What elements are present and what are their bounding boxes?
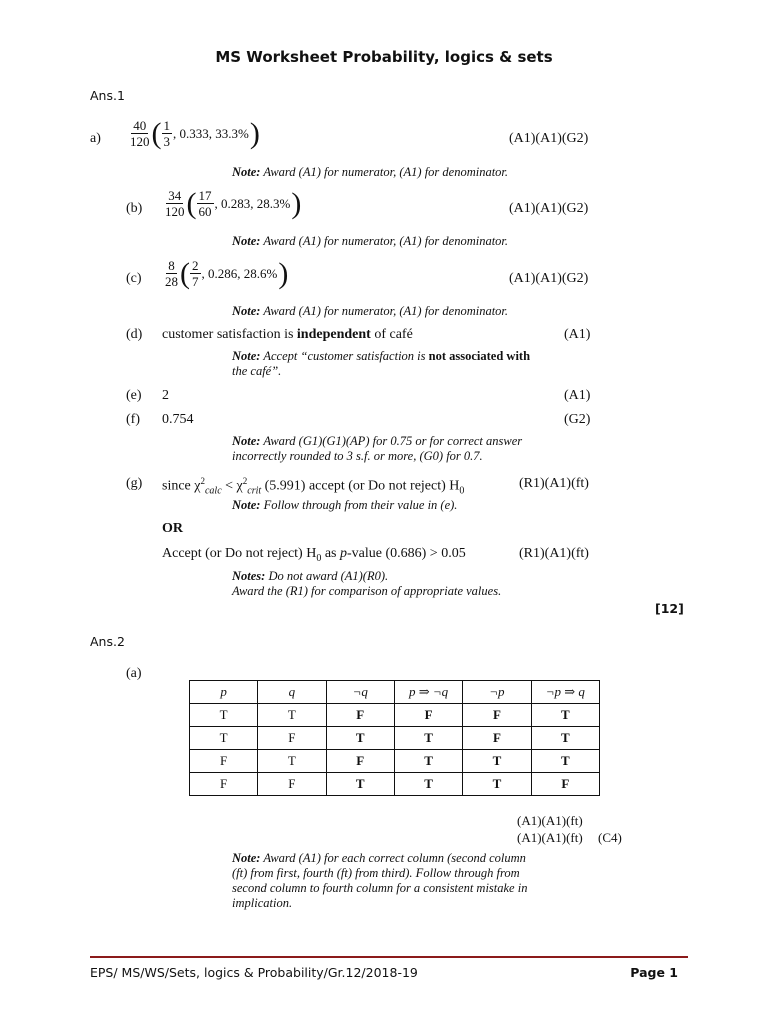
part-a-expression: $\frac{40}{120}$ ( $\frac{1}{3}$ , 0.333, 33.3% ) [130,116,260,150]
ans2-note: Note: Award (A1) for each correct column (second column (ft) from first, fourth (ft) from third). Follow through from second column to fourth column for a consistent mistake in implication. [232,851,528,910]
footer-rule [90,956,688,958]
col-header: ¬q [326,681,394,704]
truth-table [189,680,600,796]
part-g-text: since $\chi^2_{calc} < \chi^2_{crit}$ (5.991) accept (or Do not reject) $H_0$ [162,476,465,497]
truth-table-header [190,681,600,704]
close-paren: ) [249,116,260,150]
ans2-heading: Ans.2 [90,634,125,649]
part-a-marks: (A1)(A1)(G2) [509,131,589,146]
ans2-marks-c4: (C4) [598,830,622,845]
col-header: ¬p ⇒ q [531,681,599,704]
ans1-total: [12] [655,601,684,616]
table-row: T F T T F T [190,727,600,750]
table-row: F F T T T F [190,773,600,796]
part-d-text: customer satisfaction is independent of café [162,327,413,342]
part-d-label: (d) [126,327,143,342]
table-row: T T F F F T [190,704,600,727]
part-c-label: (c) [126,271,142,286]
part-a-label: a) [90,131,101,146]
part-f-label: (f) [126,412,140,427]
part-a-fraction: $\frac{40}{120}$ [130,118,150,149]
col-header: p ⇒ ¬q [394,681,462,704]
part-g-marks: (R1)(A1)(ft) [519,476,589,491]
open-paren: ( [151,116,162,150]
part-g-alt-marks: (R1)(A1)(ft) [519,546,589,561]
part-b-marks: (A1)(A1)(G2) [509,201,589,216]
part-b-expression: $\frac{34}{120}$ ( $\frac{17}{60}$ , 0.283, 28.3% ) [165,186,302,220]
part-g-label: (g) [126,476,143,491]
ans2-marks-line2: (A1)(A1)(ft) [517,830,583,845]
part-a-inner-fraction: $\frac{1}{3}$ [163,118,170,149]
part-e-marks: (A1) [564,388,591,403]
part-b-label: (b) [126,201,143,216]
part-c-expression: $\frac{8}{28}$ ( $\frac{2}{7}$ , 0.286, 28.6% ) [165,256,289,290]
page-number: Page 1 [630,965,678,980]
col-header: q [258,681,326,704]
part-d-marks: (A1) [564,327,591,342]
ans1-heading: Ans.1 [90,88,125,103]
ans2-part-a-label: (a) [126,666,142,681]
part-a-note: Note: Award (A1) for numerator, (A1) for denominator. [232,165,509,179]
part-g-notes: Notes: Do not award (A1)(R0). Award the (R1) for comparison of appropriate values. [232,569,502,598]
part-e-text: 2 [162,388,169,403]
part-f-note: Note: Award (G1)(G1)(AP) for 0.75 or for correct answer incorrectly rounded to 3 s.f. or more, (G0) for 0.7. [232,434,523,463]
ans2-marks-line1: (A1)(A1)(ft) [517,813,583,828]
footer-doc-ref: EPS/ MS/WS/Sets, logics & Probability/Gr.12/2018-19 [90,965,418,980]
page-title: MS Worksheet Probability, logics & sets [215,48,553,66]
col-header: p [190,681,258,704]
part-e-label: (e) [126,388,142,403]
col-header: ¬p [463,681,531,704]
part-c-marks: (A1)(A1)(G2) [509,271,589,286]
part-g-note: Note: Follow through from their value in (e). [232,498,458,512]
part-c-note: Note: Award (A1) for numerator, (A1) for denominator. [232,304,509,318]
part-f-marks: (G2) [564,412,591,427]
table-row: F T F T T T [190,750,600,773]
part-d-note: Note: Accept “customer satisfaction is not associated with the café”. [232,349,531,378]
part-f-text: 0.754 [162,412,194,427]
part-b-note: Note: Award (A1) for numerator, (A1) for denominator. [232,234,509,248]
or-label: OR [162,521,183,536]
part-g-alt-text: Accept (or Do not reject) $H_0$ as p-value (0.686) > 0.05 [162,546,466,564]
